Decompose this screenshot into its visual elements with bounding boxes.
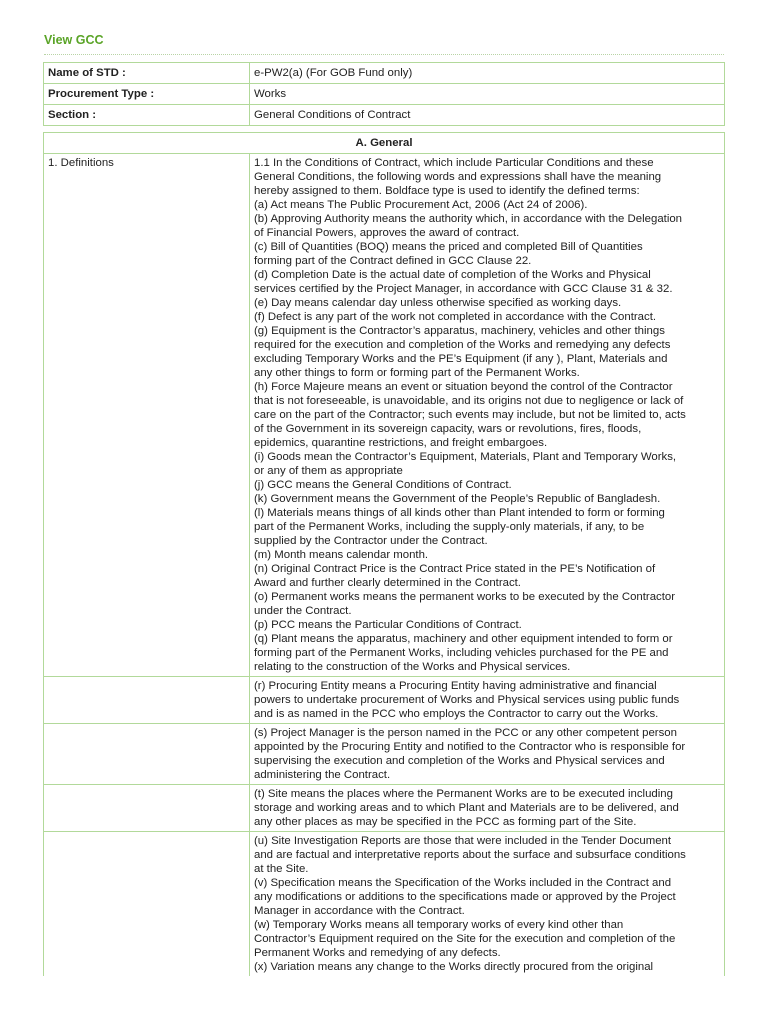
clause-text: [250, 785, 725, 832]
text-line: of the Government in its sovereign capacity, wars or revolutions, fires, floods,: [254, 423, 642, 435]
text-line: any other things to form or forming part of the Permanent Works.: [254, 367, 580, 379]
table-row: [44, 105, 725, 126]
text-line: care on the part of the Contractor; such events may include, but not be limited to, acts: [254, 409, 686, 421]
text-line: forming part of the Permanent Works, including vehicles purchased for the PE and: [254, 647, 669, 659]
text-line: (s) Project Manager is the person named in the PCC or any other competent person: [254, 727, 677, 739]
std-name-value: e-PW2(a) (For GOB Fund only): [250, 63, 725, 84]
text-line: (g) Equipment is the Contractor’s apparatus, machinery, vehicles and other things: [254, 325, 665, 337]
text-line: Award and further clearly determined in the Contract.: [254, 577, 521, 589]
table-row: [44, 63, 725, 84]
text-line: (j) GCC means the General Conditions of Contract.: [254, 479, 512, 491]
text-line: that is not foreseeable, is unavoidable, and its origins not due to negligence or lack of: [254, 395, 684, 407]
clause-text: [250, 154, 725, 677]
text-line: under the Contract.: [254, 605, 352, 617]
text-line: and are factual and interpretative reports about the surface and subsurface conditions: [254, 849, 686, 861]
clause-text: [250, 832, 725, 977]
table-row: [44, 785, 725, 832]
table-header-row: [44, 133, 725, 154]
empty-cell: [44, 785, 250, 832]
text-line: at the Site.: [254, 863, 309, 875]
text-line: appointed by the Procuring Entity and notified to the Contractor who is responsible for: [254, 741, 686, 753]
text-line: (b) Approving Authority means the authority which, in accordance with the Delegation: [254, 213, 683, 225]
text-line: (e) Day means calendar day unless otherwise specified as working days.: [254, 297, 622, 309]
text-line: any other places as may be specified in the PCC as forming part of the Site.: [254, 816, 637, 828]
empty-cell: [44, 677, 250, 724]
gcc-table: [43, 132, 725, 976]
table-row: [44, 84, 725, 105]
text-line: administering the Contract.: [254, 769, 391, 781]
section-value: General Conditions of Contract: [250, 105, 725, 126]
procurement-type-label: Procurement Type :: [44, 84, 250, 105]
text-line: (n) Original Contract Price is the Contract Price stated in the PE’s Notification of: [254, 563, 656, 575]
text-line: (c) Bill of Quantities (BOQ) means the priced and completed Bill of Quantities: [254, 241, 643, 253]
text-line: Contractor’s Equipment required on the Site for the execution and completion of the: [254, 933, 676, 945]
text-line: (p) PCC means the Particular Conditions of Contract.: [254, 619, 522, 631]
text-line: (u) Site Investigation Reports are those that were included in the Tender Document: [254, 835, 672, 847]
text-line: supervising the execution and completion of the Works and Physical services and: [254, 755, 665, 767]
divider: [44, 54, 724, 55]
text-line: relating to the construction of the Works and Physical services.: [254, 661, 571, 673]
text-line: (w) Temporary Works means all temporary works of every kind other than: [254, 919, 624, 931]
text-line: of Financial Powers, approves the award of contract.: [254, 227, 520, 239]
empty-cell: [44, 832, 250, 977]
text-line: or any of them as appropriate: [254, 465, 403, 477]
text-line: (f) Defect is any part of the work not completed in accordance with the Contract.: [254, 311, 657, 323]
table-row: [44, 154, 725, 677]
procurement-type-value: Works: [250, 84, 725, 105]
text-line: epidemics, quarantine restrictions, and freight embargoes.: [254, 437, 548, 449]
text-line: (a) Act means The Public Procurement Act, 2006 (Act 24 of 2006).: [254, 199, 588, 211]
text-line: (q) Plant means the apparatus, machinery and other equipment intended to form or: [254, 633, 673, 645]
text-line: (t) Site means the places where the Permanent Works are to be executed including: [254, 788, 673, 800]
text-line: supplied by the Contractor under the Contract.: [254, 535, 488, 547]
section-label: Section :: [44, 105, 250, 126]
text-line: (x) Variation means any change to the Works directly procured from the original: [254, 961, 654, 973]
text-line: 1.1 In the Conditions of Contract, which include Particular Conditions and these: [254, 157, 654, 169]
text-line: (o) Permanent works means the permanent works to be executed by the Contractor: [254, 591, 676, 603]
table-row: [44, 724, 725, 785]
clause-text: [250, 724, 725, 785]
clause-text: [250, 677, 725, 724]
std-info-table: [43, 62, 725, 126]
text-line: forming part of the Contract defined in GCC Clause 22.: [254, 255, 532, 267]
text-line: (h) Force Majeure means an event or situation beyond the control of the Contractor: [254, 381, 673, 393]
text-line: services certified by the Project Manager, in accordance with GCC Clause 31 & 32.: [254, 283, 673, 295]
text-line: (v) Specification means the Specification of the Works included in the Contract and: [254, 877, 672, 889]
section-heading: A. General: [44, 133, 725, 154]
table-row: [44, 832, 725, 977]
page-title: View GCC: [44, 33, 104, 47]
text-line: required for the execution and completion of the Works and remedying any defects: [254, 339, 671, 351]
text-line: (k) Government means the Government of the People’s Republic of Bangladesh.: [254, 493, 661, 505]
text-line: General Conditions, the following words and expressions shall have the meaning: [254, 171, 662, 183]
text-line: (m) Month means calendar month.: [254, 549, 429, 561]
text-line: hereby assigned to them. Boldface type is used to identify the defined terms:: [254, 185, 640, 197]
text-line: excluding Temporary Works and the PE’s Equipment (if any ), Plant, Materials and: [254, 353, 668, 365]
text-line: part of the Permanent Works, including the supply-only materials, if any, to be: [254, 521, 645, 533]
empty-cell: [44, 724, 250, 785]
text-line: (i) Goods mean the Contractor’s Equipment, Materials, Plant and Temporary Works,: [254, 451, 677, 463]
text-line: and is as named in the PCC who employs the Contractor to carry out the Works.: [254, 708, 659, 720]
text-line: Permanent Works and remedying of any defects.: [254, 947, 501, 959]
text-line: (l) Materials means things of all kinds other than Plant intended to form or forming: [254, 507, 665, 519]
text-line: (d) Completion Date is the actual date of completion of the Works and Physical: [254, 269, 651, 281]
clause-title: 1. Definitions: [44, 154, 250, 677]
text-line: Manager in accordance with the Contract.: [254, 905, 465, 917]
text-line: (r) Procuring Entity means a Procuring Entity having administrative and financial: [254, 680, 657, 692]
table-row: [44, 677, 725, 724]
std-name-label: Name of STD :: [44, 63, 250, 84]
text-line: powers to undertake procurement of Works and Physical services using public funds: [254, 694, 680, 706]
text-line: any modifications or additions to the specifications made or approved by the Project: [254, 891, 676, 903]
text-line: storage and working areas and to which Plant and Materials are to be delivered, and: [254, 802, 679, 814]
